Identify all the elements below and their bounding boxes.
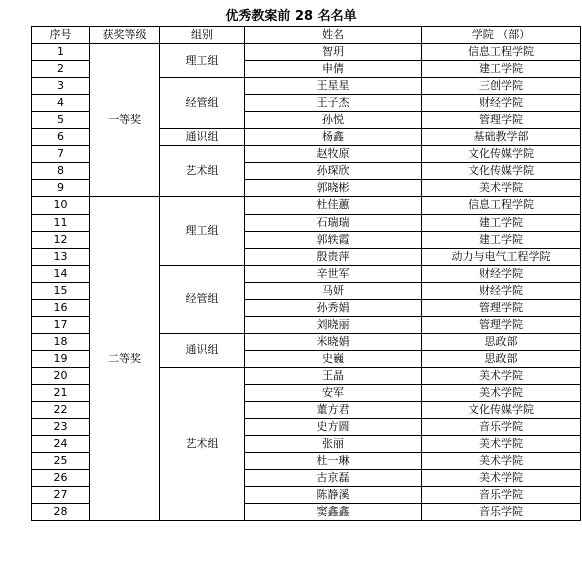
group-cell: 艺术组 [160, 146, 245, 197]
header-level: 获奖等级 [90, 27, 160, 44]
row-no: 23 [32, 419, 90, 436]
row-college: 文化传媒学院 [422, 163, 581, 180]
header-name: 姓名 [245, 27, 422, 44]
group-cell: 理工组 [160, 44, 245, 78]
row-name: 郭晓彬 [245, 180, 422, 197]
row-no: 5 [32, 112, 90, 129]
row-no: 25 [32, 453, 90, 470]
row-name: 孙秀娟 [245, 299, 422, 316]
row-no: 15 [32, 282, 90, 299]
row-college: 美术学院 [422, 367, 581, 384]
header-no: 序号 [32, 27, 90, 44]
row-college: 动力与电气工程学院 [422, 248, 581, 265]
row-college: 信息工程学院 [422, 197, 581, 214]
row-college: 建工学院 [422, 214, 581, 231]
row-college: 思政部 [422, 333, 581, 350]
row-college: 建工学院 [422, 61, 581, 78]
row-no: 22 [32, 402, 90, 419]
row-no: 13 [32, 248, 90, 265]
row-college: 三创学院 [422, 78, 581, 95]
row-college: 美术学院 [422, 453, 581, 470]
row-no: 1 [32, 44, 90, 61]
row-college: 美术学院 [422, 180, 581, 197]
group-cell: 通识组 [160, 333, 245, 367]
row-name: 安军 [245, 384, 422, 401]
row-name: 王星星 [245, 78, 422, 95]
row-no: 24 [32, 436, 90, 453]
row-no: 3 [32, 78, 90, 95]
row-college: 财经学院 [422, 265, 581, 282]
row-name: 王子杰 [245, 95, 422, 112]
row-name: 杨鑫 [245, 129, 422, 146]
row-name: 杜一琳 [245, 453, 422, 470]
row-name: 智玥 [245, 44, 422, 61]
row-name: 刘晓丽 [245, 316, 422, 333]
row-no: 2 [32, 61, 90, 78]
group-cell: 艺术组 [160, 367, 245, 520]
row-college: 音乐学院 [422, 419, 581, 436]
row-college: 管理学院 [422, 299, 581, 316]
row-name: 杜佳蕙 [245, 197, 422, 214]
row-no: 27 [32, 487, 90, 504]
level-cell: 一等奖 [90, 44, 160, 197]
row-no: 6 [32, 129, 90, 146]
row-no: 18 [32, 333, 90, 350]
header-college: 学院 （部） [422, 27, 581, 44]
row-name: 董方君 [245, 402, 422, 419]
row-name: 辛世军 [245, 265, 422, 282]
table-header-row [32, 27, 581, 44]
row-college: 文化传媒学院 [422, 146, 581, 163]
row-no: 19 [32, 350, 90, 367]
row-name: 米晓娟 [245, 333, 422, 350]
row-no: 4 [32, 95, 90, 112]
row-name: 张丽 [245, 436, 422, 453]
row-name: 窦鑫鑫 [245, 504, 422, 521]
row-no: 7 [32, 146, 90, 163]
row-no: 26 [32, 470, 90, 487]
row-no: 11 [32, 214, 90, 231]
row-no: 9 [32, 180, 90, 197]
row-college: 财经学院 [422, 95, 581, 112]
row-college: 管理学院 [422, 112, 581, 129]
row-college: 美术学院 [422, 384, 581, 401]
group-cell: 经管组 [160, 265, 245, 333]
row-name: 郭轶霞 [245, 231, 422, 248]
row-college: 美术学院 [422, 436, 581, 453]
row-no: 20 [32, 367, 90, 384]
row-college: 音乐学院 [422, 487, 581, 504]
row-college: 基础教学部 [422, 129, 581, 146]
row-no: 16 [32, 299, 90, 316]
row-no: 17 [32, 316, 90, 333]
row-name: 申倩 [245, 61, 422, 78]
award-table [31, 26, 581, 521]
group-cell: 经管组 [160, 78, 245, 129]
row-college: 管理学院 [422, 316, 581, 333]
row-college: 思政部 [422, 350, 581, 367]
group-cell: 通识组 [160, 129, 245, 146]
row-name: 陈静溪 [245, 487, 422, 504]
table-row [32, 44, 581, 61]
row-name: 马妍 [245, 282, 422, 299]
header-group: 组别 [160, 27, 245, 44]
row-name: 王晶 [245, 367, 422, 384]
row-name: 殷贵萍 [245, 248, 422, 265]
row-no: 28 [32, 504, 90, 521]
row-name: 赵牧原 [245, 146, 422, 163]
row-no: 21 [32, 384, 90, 401]
row-no: 8 [32, 163, 90, 180]
group-cell: 理工组 [160, 197, 245, 265]
row-college: 财经学院 [422, 282, 581, 299]
row-no: 10 [32, 197, 90, 214]
row-college: 建工学院 [422, 231, 581, 248]
row-name: 石瑞瑞 [245, 214, 422, 231]
row-college: 音乐学院 [422, 504, 581, 521]
row-name: 史方圆 [245, 419, 422, 436]
row-name: 孙悦 [245, 112, 422, 129]
row-name: 史巍 [245, 350, 422, 367]
row-college: 美术学院 [422, 470, 581, 487]
row-no: 12 [32, 231, 90, 248]
page-title: 优秀教案前 28 名名单 [225, 9, 357, 24]
row-no: 14 [32, 265, 90, 282]
row-college: 文化传媒学院 [422, 402, 581, 419]
level-cell: 二等奖 [90, 197, 160, 521]
row-name: 古京磊 [245, 470, 422, 487]
table-row [32, 197, 581, 214]
row-name: 孙琛欣 [245, 163, 422, 180]
row-college: 信息工程学院 [422, 44, 581, 61]
